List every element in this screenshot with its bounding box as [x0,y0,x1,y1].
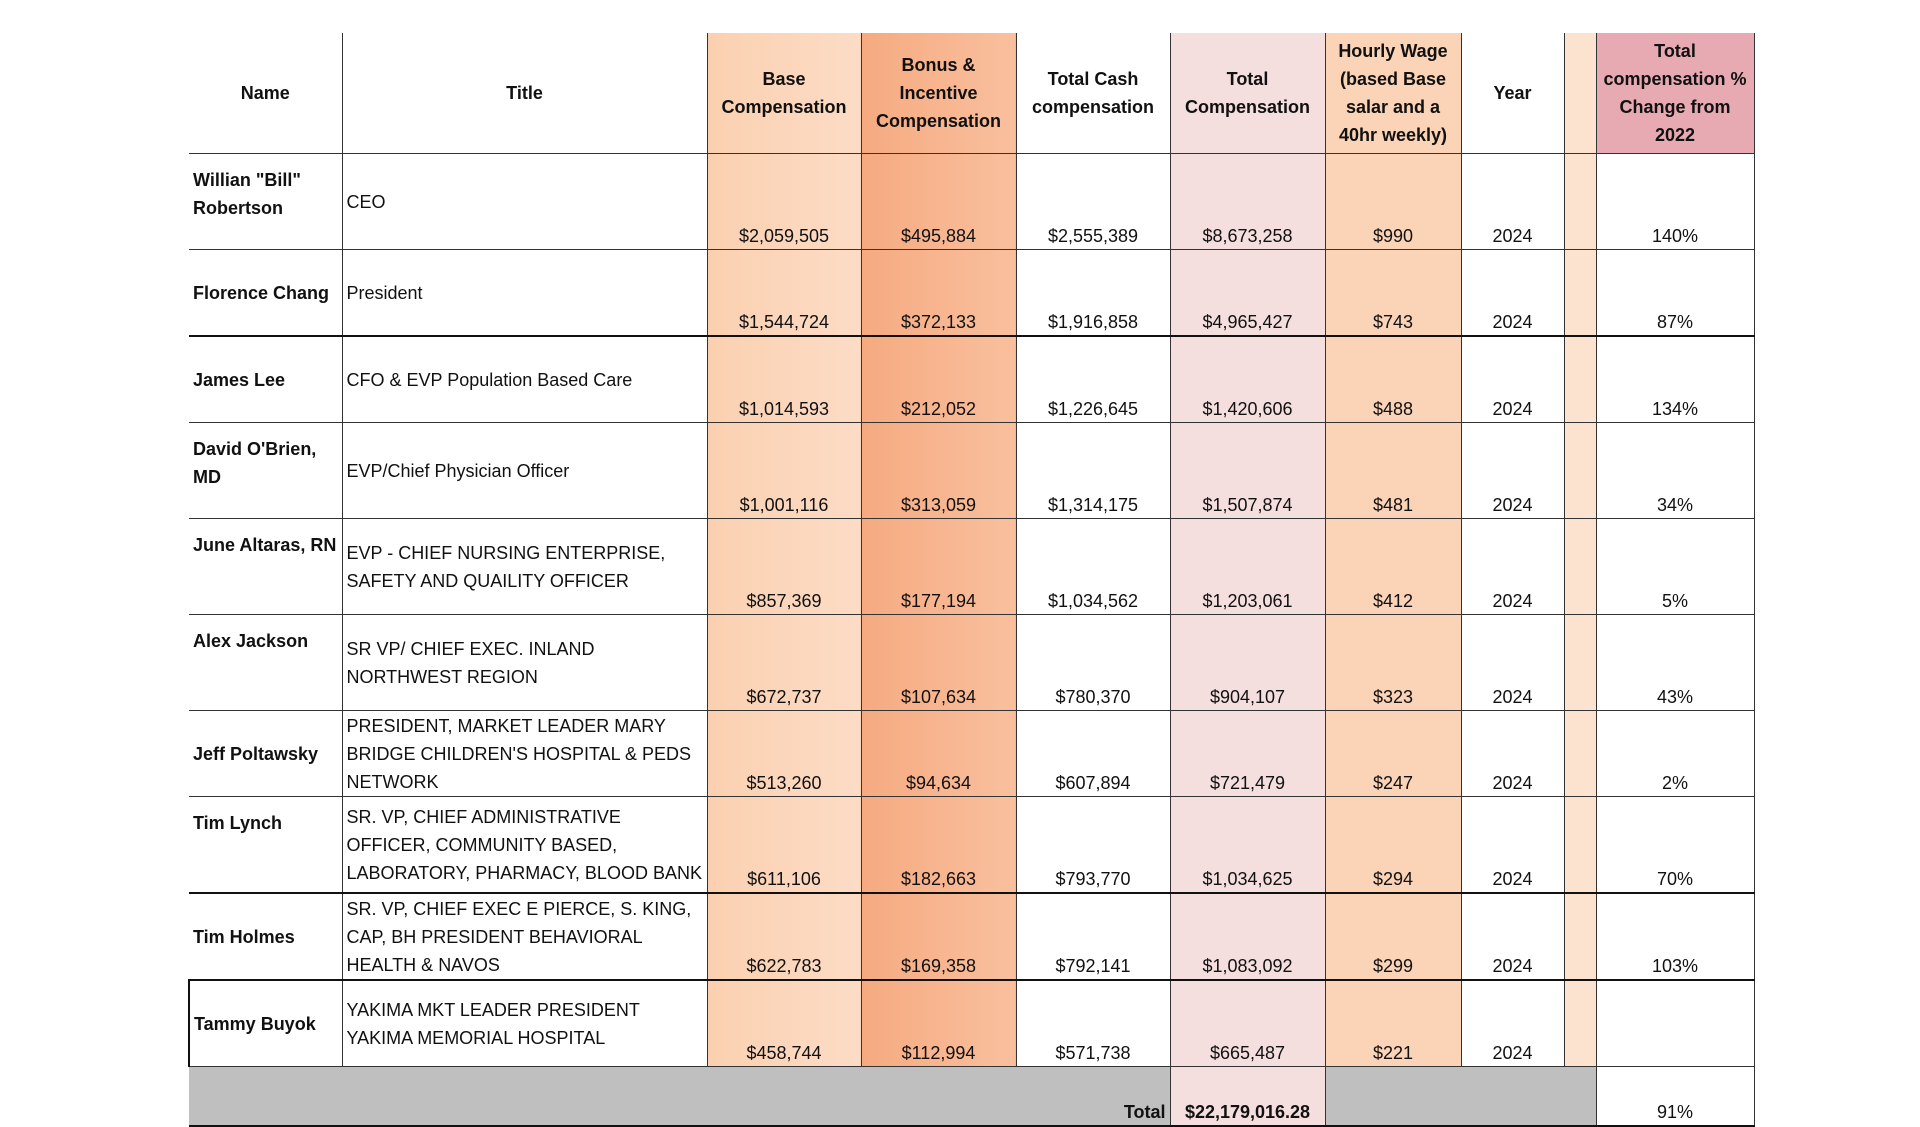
cell-blank [1564,980,1596,1067]
cell-hourly-wage: $412 [1325,519,1461,615]
cell-base-compensation: $622,783 [707,893,861,980]
table-row [189,980,1754,1067]
cell-total-compensation: $1,507,874 [1170,423,1325,519]
header-row [189,33,1754,154]
cell-base-compensation: $1,544,724 [707,250,861,337]
cell-base-compensation: $2,059,505 [707,154,861,250]
cell-base-compensation: $513,260 [707,711,861,797]
cell-year: 2024 [1461,336,1564,423]
cell-total-cash: $780,370 [1016,615,1170,711]
cell-total-compensation: $665,487 [1170,980,1325,1067]
header-total-cash: Total Cash compensation [1016,33,1170,154]
cell-title: SR. VP, CHIEF ADMINISTRATIVE OFFICER, COMMUNITY BASED, LABORATORY, PHARMACY, BLOOD BANK [342,797,707,894]
cell-total-compensation: $1,034,625 [1170,797,1325,894]
cell-bonus-compensation: $495,884 [861,154,1016,250]
cell-hourly-wage: $221 [1325,980,1461,1067]
cell-base-compensation: $1,014,593 [707,336,861,423]
cell-blank [1564,615,1596,711]
table-row [189,893,1754,980]
cell-bonus-compensation: $107,634 [861,615,1016,711]
total-filler [1325,1067,1596,1127]
total-row [189,1067,1754,1127]
cell-total-compensation: $904,107 [1170,615,1325,711]
total-label: Total [189,1067,1170,1127]
cell-hourly-wage: $743 [1325,250,1461,337]
cell-title: CFO & EVP Population Based Care [342,336,707,423]
cell-blank [1564,711,1596,797]
cell-bonus-compensation: $313,059 [861,423,1016,519]
total-pct-change: 91% [1596,1067,1754,1127]
cell-title: CEO [342,154,707,250]
cell-pct-change: 140% [1596,154,1754,250]
header-title: Title [342,33,707,154]
cell-title: President [342,250,707,337]
header-name: Name [189,33,342,154]
cell-pct-change: 34% [1596,423,1754,519]
cell-name: Tim Lynch [189,797,342,894]
table-row [189,615,1754,711]
cell-blank [1564,336,1596,423]
cell-total-cash: $1,314,175 [1016,423,1170,519]
cell-bonus-compensation: $182,663 [861,797,1016,894]
cell-total-cash: $1,916,858 [1016,250,1170,337]
cell-year: 2024 [1461,154,1564,250]
table-row [189,423,1754,519]
cell-year: 2024 [1461,615,1564,711]
cell-name: David O'Brien, MD [189,423,342,519]
table-row [189,519,1754,615]
table-body [189,154,1754,1127]
cell-name: June Altaras, RN [189,519,342,615]
cell-total-cash: $571,738 [1016,980,1170,1067]
cell-total-compensation: $8,673,258 [1170,154,1325,250]
cell-blank [1564,893,1596,980]
cell-bonus-compensation: $177,194 [861,519,1016,615]
cell-name: Jeff Poltawsky [189,711,342,797]
cell-hourly-wage: $323 [1325,615,1461,711]
cell-year: 2024 [1461,980,1564,1067]
cell-total-cash: $1,034,562 [1016,519,1170,615]
cell-name: Tim Holmes [189,893,342,980]
cell-year: 2024 [1461,423,1564,519]
header-bonus-compensation: Bonus & Incentive Compensation [861,33,1016,154]
cell-total-compensation: $721,479 [1170,711,1325,797]
cell-name: Florence Chang [189,250,342,337]
cell-base-compensation: $458,744 [707,980,861,1067]
cell-bonus-compensation: $372,133 [861,250,1016,337]
cell-year: 2024 [1461,893,1564,980]
cell-hourly-wage: $299 [1325,893,1461,980]
cell-blank [1564,519,1596,615]
cell-hourly-wage: $294 [1325,797,1461,894]
cell-hourly-wage: $247 [1325,711,1461,797]
header-total-compensation: Total Compensation [1170,33,1325,154]
header-blank [1564,33,1596,154]
cell-total-compensation: $4,965,427 [1170,250,1325,337]
cell-hourly-wage: $488 [1325,336,1461,423]
header-hourly-wage: Hourly Wage (based Base salar and a 40hr weekly) [1325,33,1461,154]
cell-name: Willian "Bill" Robertson [189,154,342,250]
cell-title: SR VP/ CHIEF EXEC. INLAND NORTHWEST REGION [342,615,707,711]
cell-total-cash: $1,226,645 [1016,336,1170,423]
cell-bonus-compensation: $94,634 [861,711,1016,797]
cell-base-compensation: $672,737 [707,615,861,711]
cell-name: Tammy Buyok [189,980,342,1067]
table-row [189,250,1754,337]
cell-total-compensation: $1,083,092 [1170,893,1325,980]
cell-title: EVP/Chief Physician Officer [342,423,707,519]
cell-name: James Lee [189,336,342,423]
header-year: Year [1461,33,1564,154]
cell-pct-change [1596,980,1754,1067]
cell-blank [1564,423,1596,519]
cell-hourly-wage: $481 [1325,423,1461,519]
header-base-compensation: Base Compensation [707,33,861,154]
cell-total-cash: $2,555,389 [1016,154,1170,250]
header-pct-change: Total compensation % Change from 2022 [1596,33,1754,154]
cell-base-compensation: $611,106 [707,797,861,894]
cell-title: SR. VP, CHIEF EXEC E PIERCE, S. KING, CAP, BH PRESIDENT BEHAVIORAL HEALTH & NAVOS [342,893,707,980]
cell-pct-change: 2% [1596,711,1754,797]
cell-title: PRESIDENT, MARKET LEADER MARY BRIDGE CHILDREN'S HOSPITAL & PEDS NETWORK [342,711,707,797]
total-value: $22,179,016.28 [1170,1067,1325,1127]
cell-name: Alex Jackson [189,615,342,711]
cell-title: EVP - CHIEF NURSING ENTERPRISE, SAFETY AND QUAILITY OFFICER [342,519,707,615]
table-row [189,797,1754,894]
cell-pct-change: 87% [1596,250,1754,337]
cell-blank [1564,797,1596,894]
cell-blank [1564,154,1596,250]
table-row [189,336,1754,423]
cell-pct-change: 5% [1596,519,1754,615]
cell-total-compensation: $1,420,606 [1170,336,1325,423]
cell-total-cash: $792,141 [1016,893,1170,980]
table-row [189,154,1754,250]
compensation-table [188,33,1755,1127]
cell-year: 2024 [1461,250,1564,337]
cell-pct-change: 70% [1596,797,1754,894]
cell-blank [1564,250,1596,337]
cell-year: 2024 [1461,797,1564,894]
cell-total-compensation: $1,203,061 [1170,519,1325,615]
cell-bonus-compensation: $169,358 [861,893,1016,980]
cell-total-cash: $793,770 [1016,797,1170,894]
cell-pct-change: 134% [1596,336,1754,423]
table-row [189,711,1754,797]
compensation-table-wrapper [188,33,1753,1127]
cell-year: 2024 [1461,519,1564,615]
cell-title: YAKIMA MKT LEADER PRESIDENT YAKIMA MEMORIAL HOSPITAL [342,980,707,1067]
cell-hourly-wage: $990 [1325,154,1461,250]
cell-bonus-compensation: $212,052 [861,336,1016,423]
cell-total-cash: $607,894 [1016,711,1170,797]
cell-base-compensation: $1,001,116 [707,423,861,519]
cell-year: 2024 [1461,711,1564,797]
cell-bonus-compensation: $112,994 [861,980,1016,1067]
cell-pct-change: 43% [1596,615,1754,711]
cell-base-compensation: $857,369 [707,519,861,615]
cell-pct-change: 103% [1596,893,1754,980]
